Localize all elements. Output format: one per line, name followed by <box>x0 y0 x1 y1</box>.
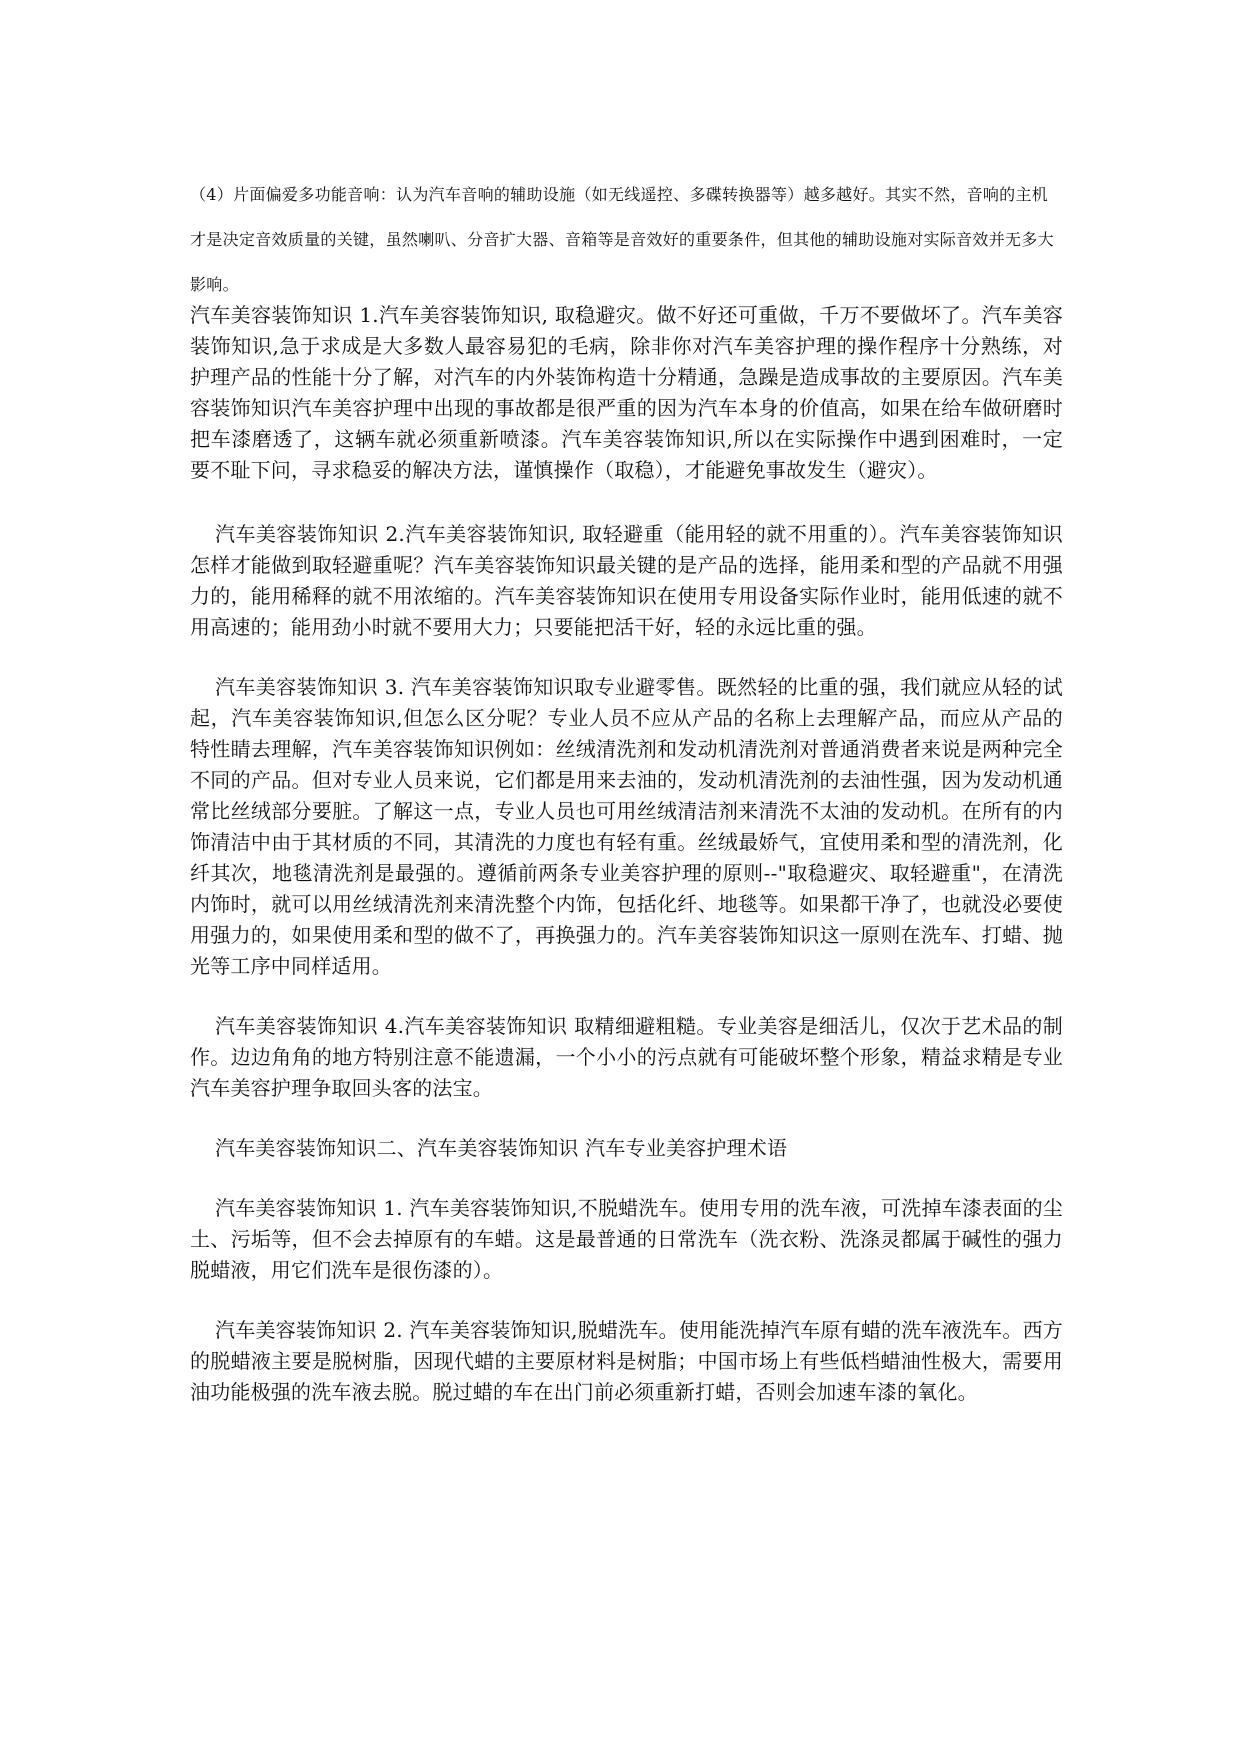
section-heading: 汽车美容装饰知识二、汽车美容装饰知识 汽车专业美容护理术语 <box>215 1136 788 1160</box>
paragraph-1: 汽车美容装饰知识 1.汽车美容装饰知识, 取稳避灾。做不好还可重做，千万不要做坏了。汽车美容装饰知识,急于求成是大多数人最容易犯的毛病，除非你对汽车美容护理的操作程序十分熟练，对护理产品的性能十分了解，对汽车的内外装饰构造十分精通，急躁是造成事故的主要原因。汽车美容装饰知识汽车美容护理中出现的事故都是很严重的因为汽车本身的价值高，如果在给车做研磨时把车漆磨透了，这辆车就必须重新喷漆。汽车美容装饰知识,所以在实际操作中遇到困难时，一定要不耻下问，寻求稳妥的解决方法，谨慎操作（取稳），才能避免事故发生（避灾）。 <box>190 303 1063 482</box>
paragraph-5: 汽车美容装饰知识 1. 汽车美容装饰知识,不脱蜡洗车。使用专用的洗车液，可洗掉车漆表面的尘土、污垢等，但不会去掉原有的车蜡。这是最普通的日常洗车（洗衣粉、洗涤灵都属于碱性的强力脱蜡液，用它们洗车是很伤漆的）。 <box>190 1196 1063 1282</box>
article-body <box>190 300 1063 1437</box>
intro-paragraph: （4）片面偏爱多功能音响：认为汽车音响的辅助设施（如无线遥控、多碟转换器等）越多越好。其实不然，音响的主机才是决定音效质量的关键，虽然喇叭、分音扩大器、音箱等是音效好的重要条件，但其他的辅助设施对实际音效并无多大影响。 <box>190 185 1054 294</box>
paragraph-4: 汽车美容装饰知识 4.汽车美容装饰知识 取精细避粗糙。专业美容是细活儿，仅次于艺术品的制作。边边角角的地方特别注意不能遗漏，一个小小的污点就有可能破坏整个形象，精益求精是专业汽车美容护理争取回头客的法宝。 <box>190 1014 1063 1100</box>
paragraph-6: 汽车美容装饰知识 2. 汽车美容装饰知识,脱蜡洗车。使用能洗掉汽车原有蜡的洗车液洗车。西方的脱蜡液主要是脱树脂，因现代蜡的主要原材料是树脂；中国市场上有些低档蜡油性极大，需要用油功能极强的洗车液去脱。脱过蜡的车在出门前必须重新打蜡，否则会加速车漆的氧化。 <box>190 1318 1063 1404</box>
paragraph-2: 汽车美容装饰知识 2.汽车美容装饰知识, 取轻避重（能用轻的就不用重的）。汽车美容装饰知识怎样才能做到取轻避重呢？汽车美容装饰知识最关键的是产品的选择，能用柔和型的产品就不用强力的，能用稀释的就不用浓缩的。汽车美容装饰知识在使用专用设备实际作业时，能用低速的就不用高速的；能用劲小时就不要用大力；只要能把活干好，轻的永远比重的强。 <box>190 522 1063 639</box>
paragraph-3: 汽车美容装饰知识 3. 汽车美容装饰知识取专业避零售。既然轻的比重的强，我们就应从轻的试起，汽车美容装饰知识,但怎么区分呢？专业人员不应从产品的名称上去理解产品，而应从产品的特性睛去理解，汽车美容装饰知识例如：丝绒清洗剂和发动机清洗剂对普通消费者来说是两种完全不同的产品。但对专业人员来说，它们都是用来去油的，发动机清洗剂的去油性强，因为发动机通常比丝绒部分要脏。了解这一点，专业人员也可用丝绒清洁剂来清洗不太油的发动机。在所有的内饰清洁中由于其材质的不同，其清洗的力度也有轻有重。丝绒最娇气，宜使用柔和型的清洗剂，化纤其次，地毯清洗剂是最强的。遵循前两条专业美容护理的原则--"取稳避灾、取轻避重"，在清洗内饰时，就可以用丝绒清洗剂来清洗整个内饰，包括化纤、地毯等。如果都干净了，也就没必要使用强力的，如果使用柔和型的做不了，再换强力的。汽车美容装饰知识这一原则在洗车、打蜡、抛光等工序中同样适用。 <box>190 675 1063 978</box>
